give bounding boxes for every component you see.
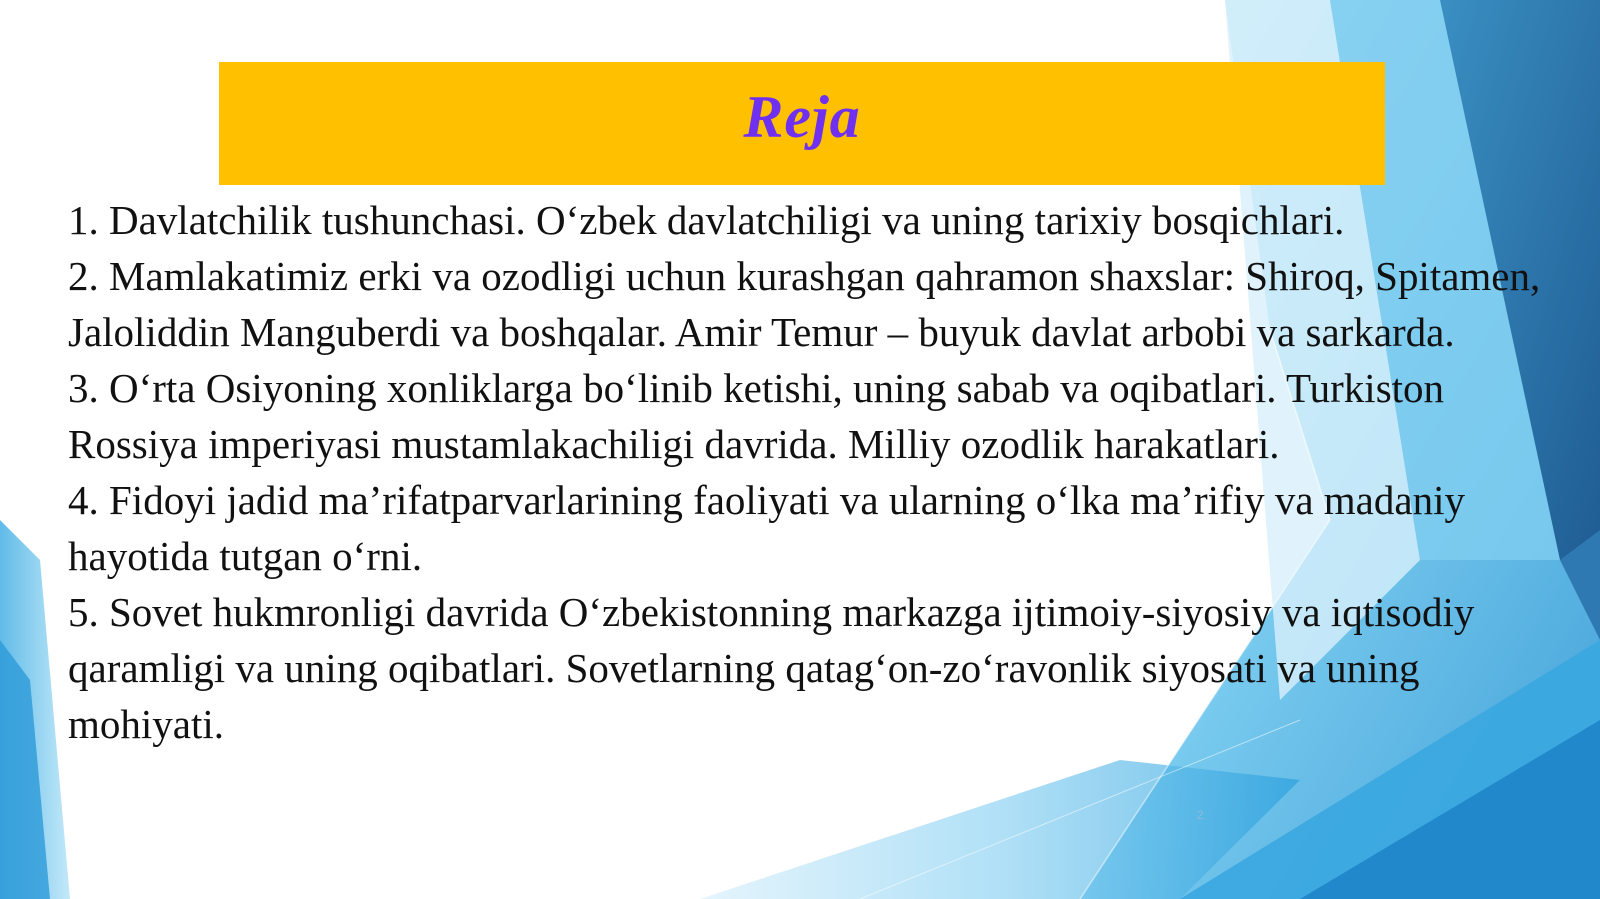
slide-title: Reja xyxy=(743,84,861,150)
page-number: 2 xyxy=(1197,808,1204,822)
title-bar xyxy=(219,62,1385,185)
plan-item-5: 5. Sovet hukmronligi davrida O‘zbekistonning markazga ijtimoiy-siyosiy va iqtisodiy qaramligi va uning oqibatlari. Sovetlarning qatag‘on-zo‘ravonlik siyosati va uning mohiyati. xyxy=(68,589,1475,747)
plan-item-2: 2. Mamlakatimiz erki va ozodligi uchun kurashgan qahramon shaxslar: Shiroq, Spitamen, Jaloliddin Manguberdi va boshqalar. Amir Temur – buyuk davlat arbobi va sarkarda. xyxy=(68,253,1541,355)
plan-item-1: 1. Davlatchilik tushunchasi. O‘zbek davlatchiligi va uning tarixiy bosqichlari. xyxy=(68,197,1345,243)
plan-list xyxy=(68,192,1558,752)
plan-item-4: 4. Fidoyi jadid ma’rifatparvarlarining faoliyati va ularning o‘lka ma’rifiy va madaniy hayotida tutgan o‘rni. xyxy=(68,477,1465,579)
plan-item-3: 3. O‘rta Osiyoning xonliklarga bo‘linib ketishi, uning sabab va oqibatlari. Turkiston Rossiya imperiyasi mustamlakachiligi davrida. Milliy ozodlik harakatlari. xyxy=(68,365,1445,467)
